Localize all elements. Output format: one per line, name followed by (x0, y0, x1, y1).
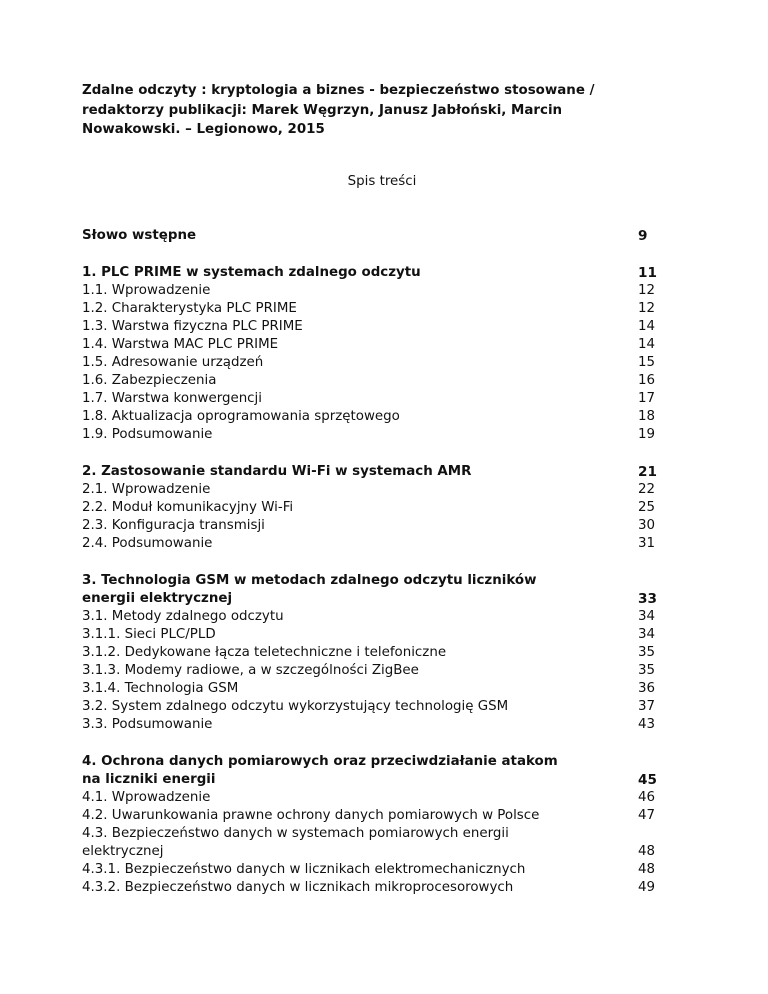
toc-entry (82, 680, 662, 698)
toc-entry-title: 4.1. Wprowadzenie (82, 790, 211, 805)
toc-section-2 (82, 463, 662, 553)
toc-heading-page: 9 (638, 228, 648, 244)
toc-entry-page: 37 (638, 699, 656, 714)
toc-entry-title: 2.2. Moduł komunikacyjny Wi-Fi (82, 500, 294, 515)
header-line: Nowakowski. – Legionowo, 2015 (82, 122, 325, 137)
toc-entry-page: 46 (638, 790, 656, 805)
toc-entry-title: 3.1.2. Dedykowane łącza teletechniczne i telefoniczne (82, 645, 447, 660)
toc-entry-page: 35 (638, 645, 656, 660)
toc-entry-title: 1.6. Zabezpieczenia (82, 373, 217, 388)
toc-entry-page: 22 (638, 482, 656, 497)
toc-entry-page: 43 (638, 717, 656, 732)
toc-entry-title: 1.3. Warstwa fizyczna PLC PRIME (82, 319, 303, 334)
toc-entry-title: 4.3.2. Bezpieczeństwo danych w licznikach mikroprocesorowych (82, 880, 514, 895)
toc-entry-page: 16 (638, 373, 656, 388)
toc-entry-title: 2.1. Wprowadzenie (82, 482, 211, 497)
toc-heading (82, 264, 662, 282)
toc-entry (82, 626, 662, 644)
toc-entry (82, 879, 662, 897)
toc-heading-page: 33 (638, 591, 657, 607)
toc-heading-page: 21 (638, 464, 657, 480)
toc-entry-title: 1.4. Warstwa MAC PLC PRIME (82, 337, 279, 352)
toc-entry-page: 14 (638, 319, 656, 334)
toc-entry (82, 336, 662, 354)
toc-entry (82, 716, 662, 734)
toc-entry-title: 1.9. Podsumowanie (82, 427, 213, 442)
toc-entry-title: 4.3.1. Bezpieczeństwo danych w licznikach elektromechanicznych (82, 862, 526, 877)
toc-section-preface (82, 227, 662, 245)
toc-entry-title: 1.5. Adresowanie urządzeń (82, 355, 264, 370)
toc-entry-page: 19 (638, 427, 656, 442)
toc-entry-title: 4.3. Bezpieczeństwo danych w systemach pomiarowych energii (82, 826, 509, 841)
toc-entry-line (82, 843, 662, 861)
toc-entry-page: 49 (638, 880, 656, 895)
toc-entry-line (82, 825, 662, 843)
toc-entry-page: 34 (638, 609, 656, 624)
bibliographic-header (82, 81, 682, 140)
toc-heading-line (82, 771, 662, 789)
toc-entry-page: 35 (638, 663, 656, 678)
toc-entry (82, 300, 662, 318)
toc-entry (82, 861, 662, 879)
toc-entry-title: 3.1. Metody zdalnego odczytu (82, 609, 284, 624)
toc-entry-page: 14 (638, 337, 656, 352)
toc-heading-page: 11 (638, 265, 657, 281)
toc-entry-page: 47 (638, 808, 656, 823)
toc-entry-title: 1.2. Charakterystyka PLC PRIME (82, 301, 297, 316)
toc-entry (82, 426, 662, 444)
header-line: redaktorzy publikacji: Marek Węgrzyn, Janusz Jabłoński, Marcin (82, 102, 563, 118)
toc-entry-title: 1.7. Warstwa konwergencji (82, 391, 262, 406)
table-of-contents (82, 227, 662, 916)
toc-heading-title: 2. Zastosowanie standardu Wi-Fi w systemach AMR (82, 464, 472, 479)
toc-entry-title: 2.4. Podsumowanie (82, 536, 213, 551)
toc-entry-page: 36 (638, 681, 656, 696)
toc-heading-line (82, 590, 662, 608)
toc-entry-page: 30 (638, 518, 656, 533)
toc-entry-title: 3.1.4. Technologia GSM (82, 681, 239, 696)
toc-section-1 (82, 264, 662, 444)
toc-entry-page: 48 (638, 844, 656, 859)
toc-heading-title: Słowo wstępne (82, 228, 197, 243)
toc-heading-page: 45 (638, 772, 657, 788)
toc-entry (82, 282, 662, 300)
header-line: Zdalne odczyty : kryptologia a biznes - bezpieczeństwo stosowane / (82, 83, 595, 98)
toc-entry (82, 807, 662, 825)
toc-entry (82, 499, 662, 517)
toc-entry-title: 3.1.1. Sieci PLC/PLD (82, 627, 216, 642)
toc-entry-title: 4.2. Uwarunkowania prawne ochrony danych pomiarowych w Polsce (82, 808, 540, 823)
toc-entry (82, 481, 662, 499)
toc-entry-page: 25 (638, 500, 656, 515)
toc-heading-line (82, 753, 662, 771)
toc-entry-page: 48 (638, 862, 656, 877)
toc-entry (82, 318, 662, 336)
toc-section-4 (82, 753, 662, 897)
toc-entry (82, 644, 662, 662)
toc-entry-title: 3.1.3. Modemy radiowe, a w szczególności ZigBee (82, 663, 419, 678)
toc-entry (82, 408, 662, 426)
toc-entry-page: 17 (638, 391, 656, 406)
toc-title: Spis treści (347, 174, 417, 189)
toc-entry (82, 698, 662, 716)
toc-entry-page: 12 (638, 283, 656, 298)
toc-entry-page: 15 (638, 355, 656, 370)
toc-entry (82, 662, 662, 680)
toc-entry (82, 517, 662, 535)
toc-entry-title: 2.3. Konfiguracja transmisji (82, 518, 265, 533)
toc-heading-line (82, 572, 662, 590)
toc-entry-title: 3.2. System zdalnego odczytu wykorzystujący technologię GSM (82, 699, 509, 714)
toc-entry-title: 1.1. Wprowadzenie (82, 283, 211, 298)
toc-heading-title: 1. PLC PRIME w systemach zdalnego odczytu (82, 265, 421, 280)
toc-entry (82, 354, 662, 372)
toc-entry (82, 372, 662, 390)
toc-heading-title: na liczniki energii (82, 772, 216, 787)
toc-entry-title: 3.3. Podsumowanie (82, 717, 213, 732)
toc-entry-page: 34 (638, 627, 656, 642)
toc-entry-title: 1.8. Aktualizacja oprogramowania sprzętowego (82, 409, 400, 424)
toc-entry (82, 608, 662, 626)
toc-heading (82, 463, 662, 481)
toc-entry-page: 12 (638, 301, 656, 316)
toc-entry (82, 535, 662, 553)
toc-entry (82, 390, 662, 408)
toc-heading-title: energii elektrycznej (82, 591, 233, 606)
toc-entry-page: 31 (638, 536, 656, 551)
toc-heading-title: 3. Technologia GSM w metodach zdalnego odczytu liczników (82, 573, 537, 588)
toc-heading-title: 4. Ochrona danych pomiarowych oraz przeciwdziałanie atakom (82, 754, 558, 769)
toc-entry-page: 18 (638, 409, 656, 424)
toc-heading (82, 227, 662, 245)
toc-entry (82, 789, 662, 807)
toc-section-3 (82, 572, 662, 734)
toc-entry-title: elektrycznej (82, 844, 164, 859)
